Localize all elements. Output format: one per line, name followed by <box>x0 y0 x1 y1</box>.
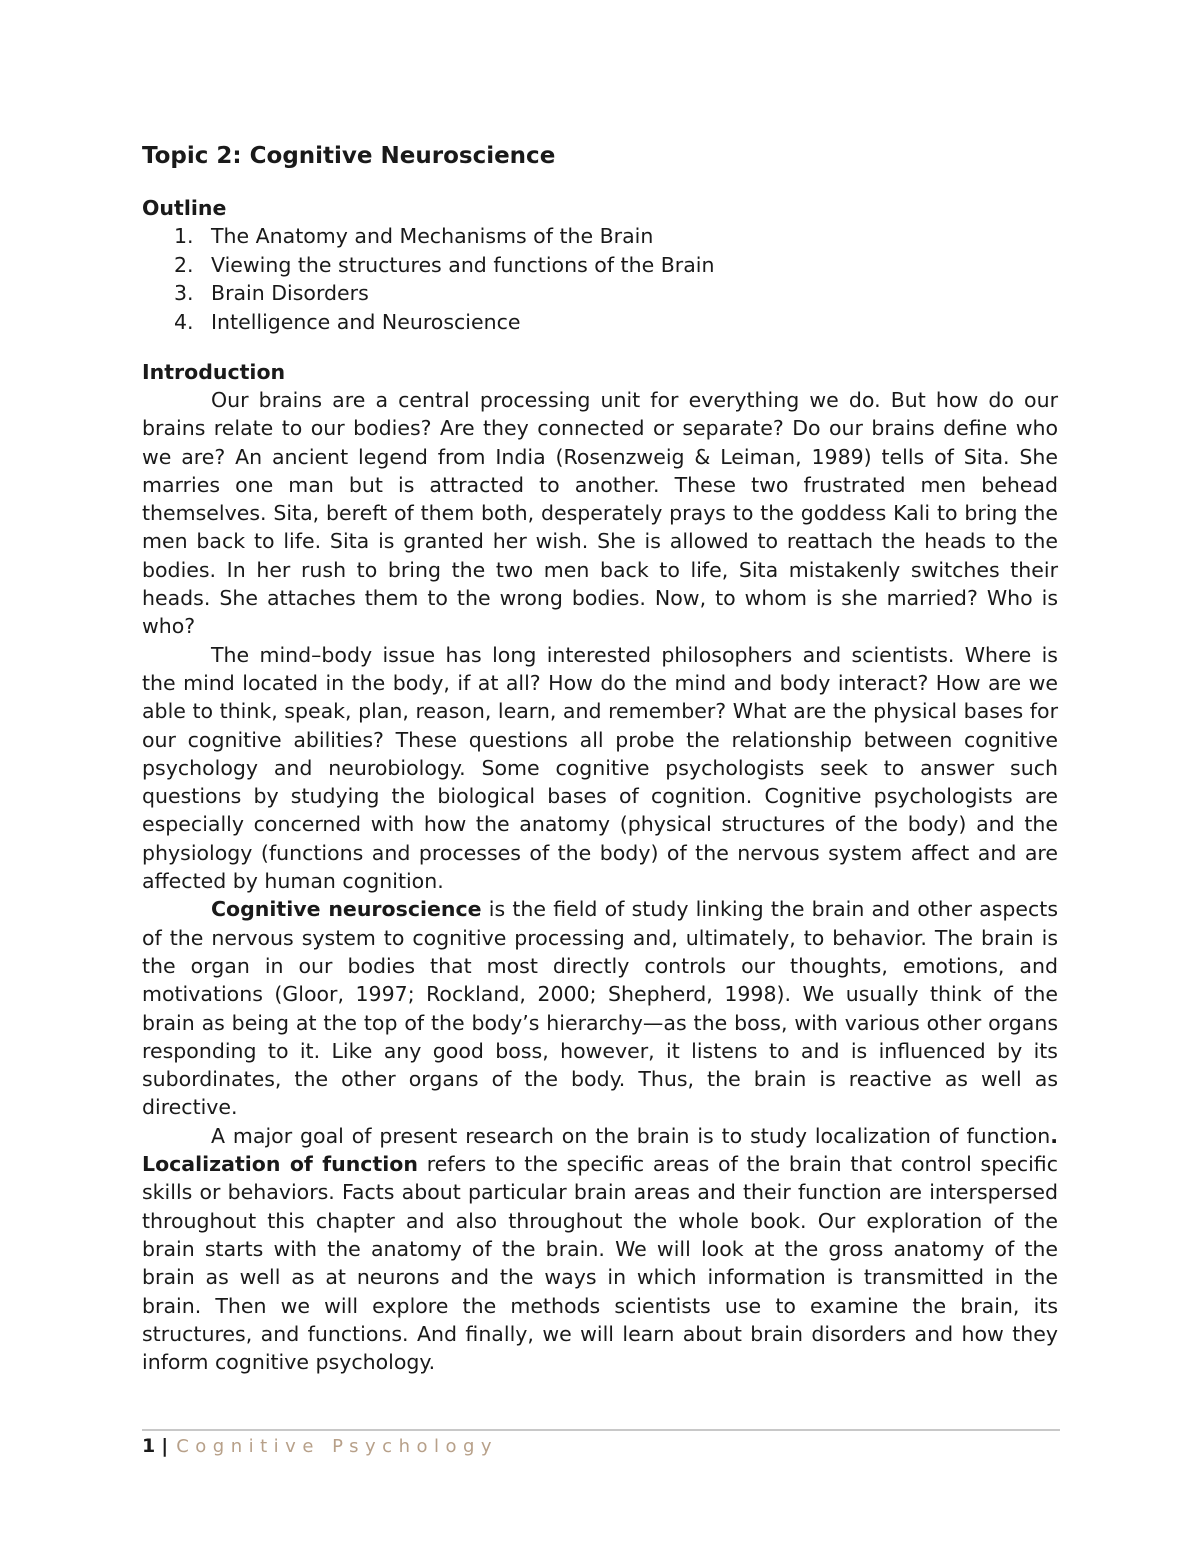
intro-paragraph-3-text: is the field of study linking the brain and other aspects of the nervous system to cognitive processing and, ultimately, to behavior. The brain is the organ in our bodies that most directly controls our thoughts, emotions, and motivations (Gloor, 1997; Rockland, 2000; Shepherd, 1998). We usually think of the brain as being at the top of the body’s hierarchy—as the boss, with various other organs responding to it. Like any good boss, however, it listens to and is influenced by its subordinates, the other organs of the body. Thus, the brain is reactive as well as directive. <box>142 897 1058 1120</box>
outline-item-number: 4. <box>174 309 194 334</box>
outline-list <box>142 222 1058 336</box>
document-page <box>142 138 1058 1376</box>
term-localization-of-function: Localization of function <box>142 1152 418 1177</box>
outline-item-text: The Anatomy and Mechanisms of the Brain <box>211 224 654 248</box>
footer-separator: | <box>161 1435 169 1457</box>
running-title: Cognitive Psychology <box>176 1436 499 1457</box>
page-number: 1 <box>142 1435 156 1457</box>
outline-item <box>142 251 1058 280</box>
outline-item <box>142 279 1058 308</box>
outline-item-text: Viewing the structures and functions of the Brain <box>211 252 715 277</box>
intro-paragraph-4-period: . <box>1050 1123 1058 1148</box>
introduction-heading: Introduction <box>142 360 286 384</box>
outline-item-number: 3. <box>174 281 194 305</box>
outline-item-number: 2. <box>174 252 194 277</box>
outline-item-text: Intelligence and Neuroscience <box>211 309 521 334</box>
intro-paragraph-4 <box>142 1122 1058 1377</box>
page-footer <box>142 1433 498 1460</box>
page-title: Topic 2: Cognitive Neuroscience <box>142 143 556 169</box>
outline-item-text: Brain Disorders <box>211 281 369 305</box>
intro-paragraph-4-text: refers to the specific areas of the brain that control specific skills or behaviors. Facts about particular brain areas and their function are interspersed throughout this chapter and also throughout the whole book. Our exploration of the brain starts with the anatomy of the brain. We will look at the gross anatomy of the brain as well as at neurons and the ways in which information is transmitted in the brain. Then we will explore the methods scientists use to examine the brain, its structures, and functions. And finally, we will learn about brain disorders and how they inform cognitive psychology. <box>142 1152 1058 1375</box>
intro-paragraph-2: The mind–body issue has long interested philosophers and scientists. Where is the mind located in the body, if at all? How do the mind and body interact? How are we able to think, speak, plan, reason, learn, and remember? What are the physical bases for our cognitive abilities? These questions all probe the relationship between cognitive psychology and neurobiology. Some cognitive psychologists seek to answer such questions by studying the biological bases of cognition. Cognitive psychologists are especially concerned with how the anatomy (physical structures of the body) and the physiology (functions and processes of the body) of the nervous system affect and are affected by human cognition. <box>142 642 1058 894</box>
intro-paragraph-3 <box>142 895 1058 1121</box>
footer-divider <box>142 1429 1060 1431</box>
intro-paragraph-4-start: A major goal of present research on the brain is to study localization of function <box>211 1123 1051 1148</box>
outline-heading: Outline <box>142 196 227 220</box>
outline-item <box>142 308 1058 337</box>
term-cognitive-neuroscience: Cognitive neuroscience <box>211 897 482 922</box>
intro-paragraph-1: Our brains are a central processing unit for everything we do. But how do our brains relate to our bodies? Are they connected or separate? Do our brains define who we are? An ancient legend from India (Rosenzweig & Leiman, 1989) tells of Sita. She marries one man but is attracted to another. These two frustrated men behead themselves. Sita, bereft of them both, desperately prays to the goddess Kali to bring the men back to life. Sita is granted her wish. She is allowed to reattach the heads to the bodies. In her rush to bring the two men back to life, Sita mistakenly switches their heads. She attaches them to the wrong bodies. Now, to whom is she married? Who is who? <box>142 388 1058 639</box>
outline-item <box>142 222 1058 251</box>
outline-item-number: 1. <box>174 224 194 248</box>
